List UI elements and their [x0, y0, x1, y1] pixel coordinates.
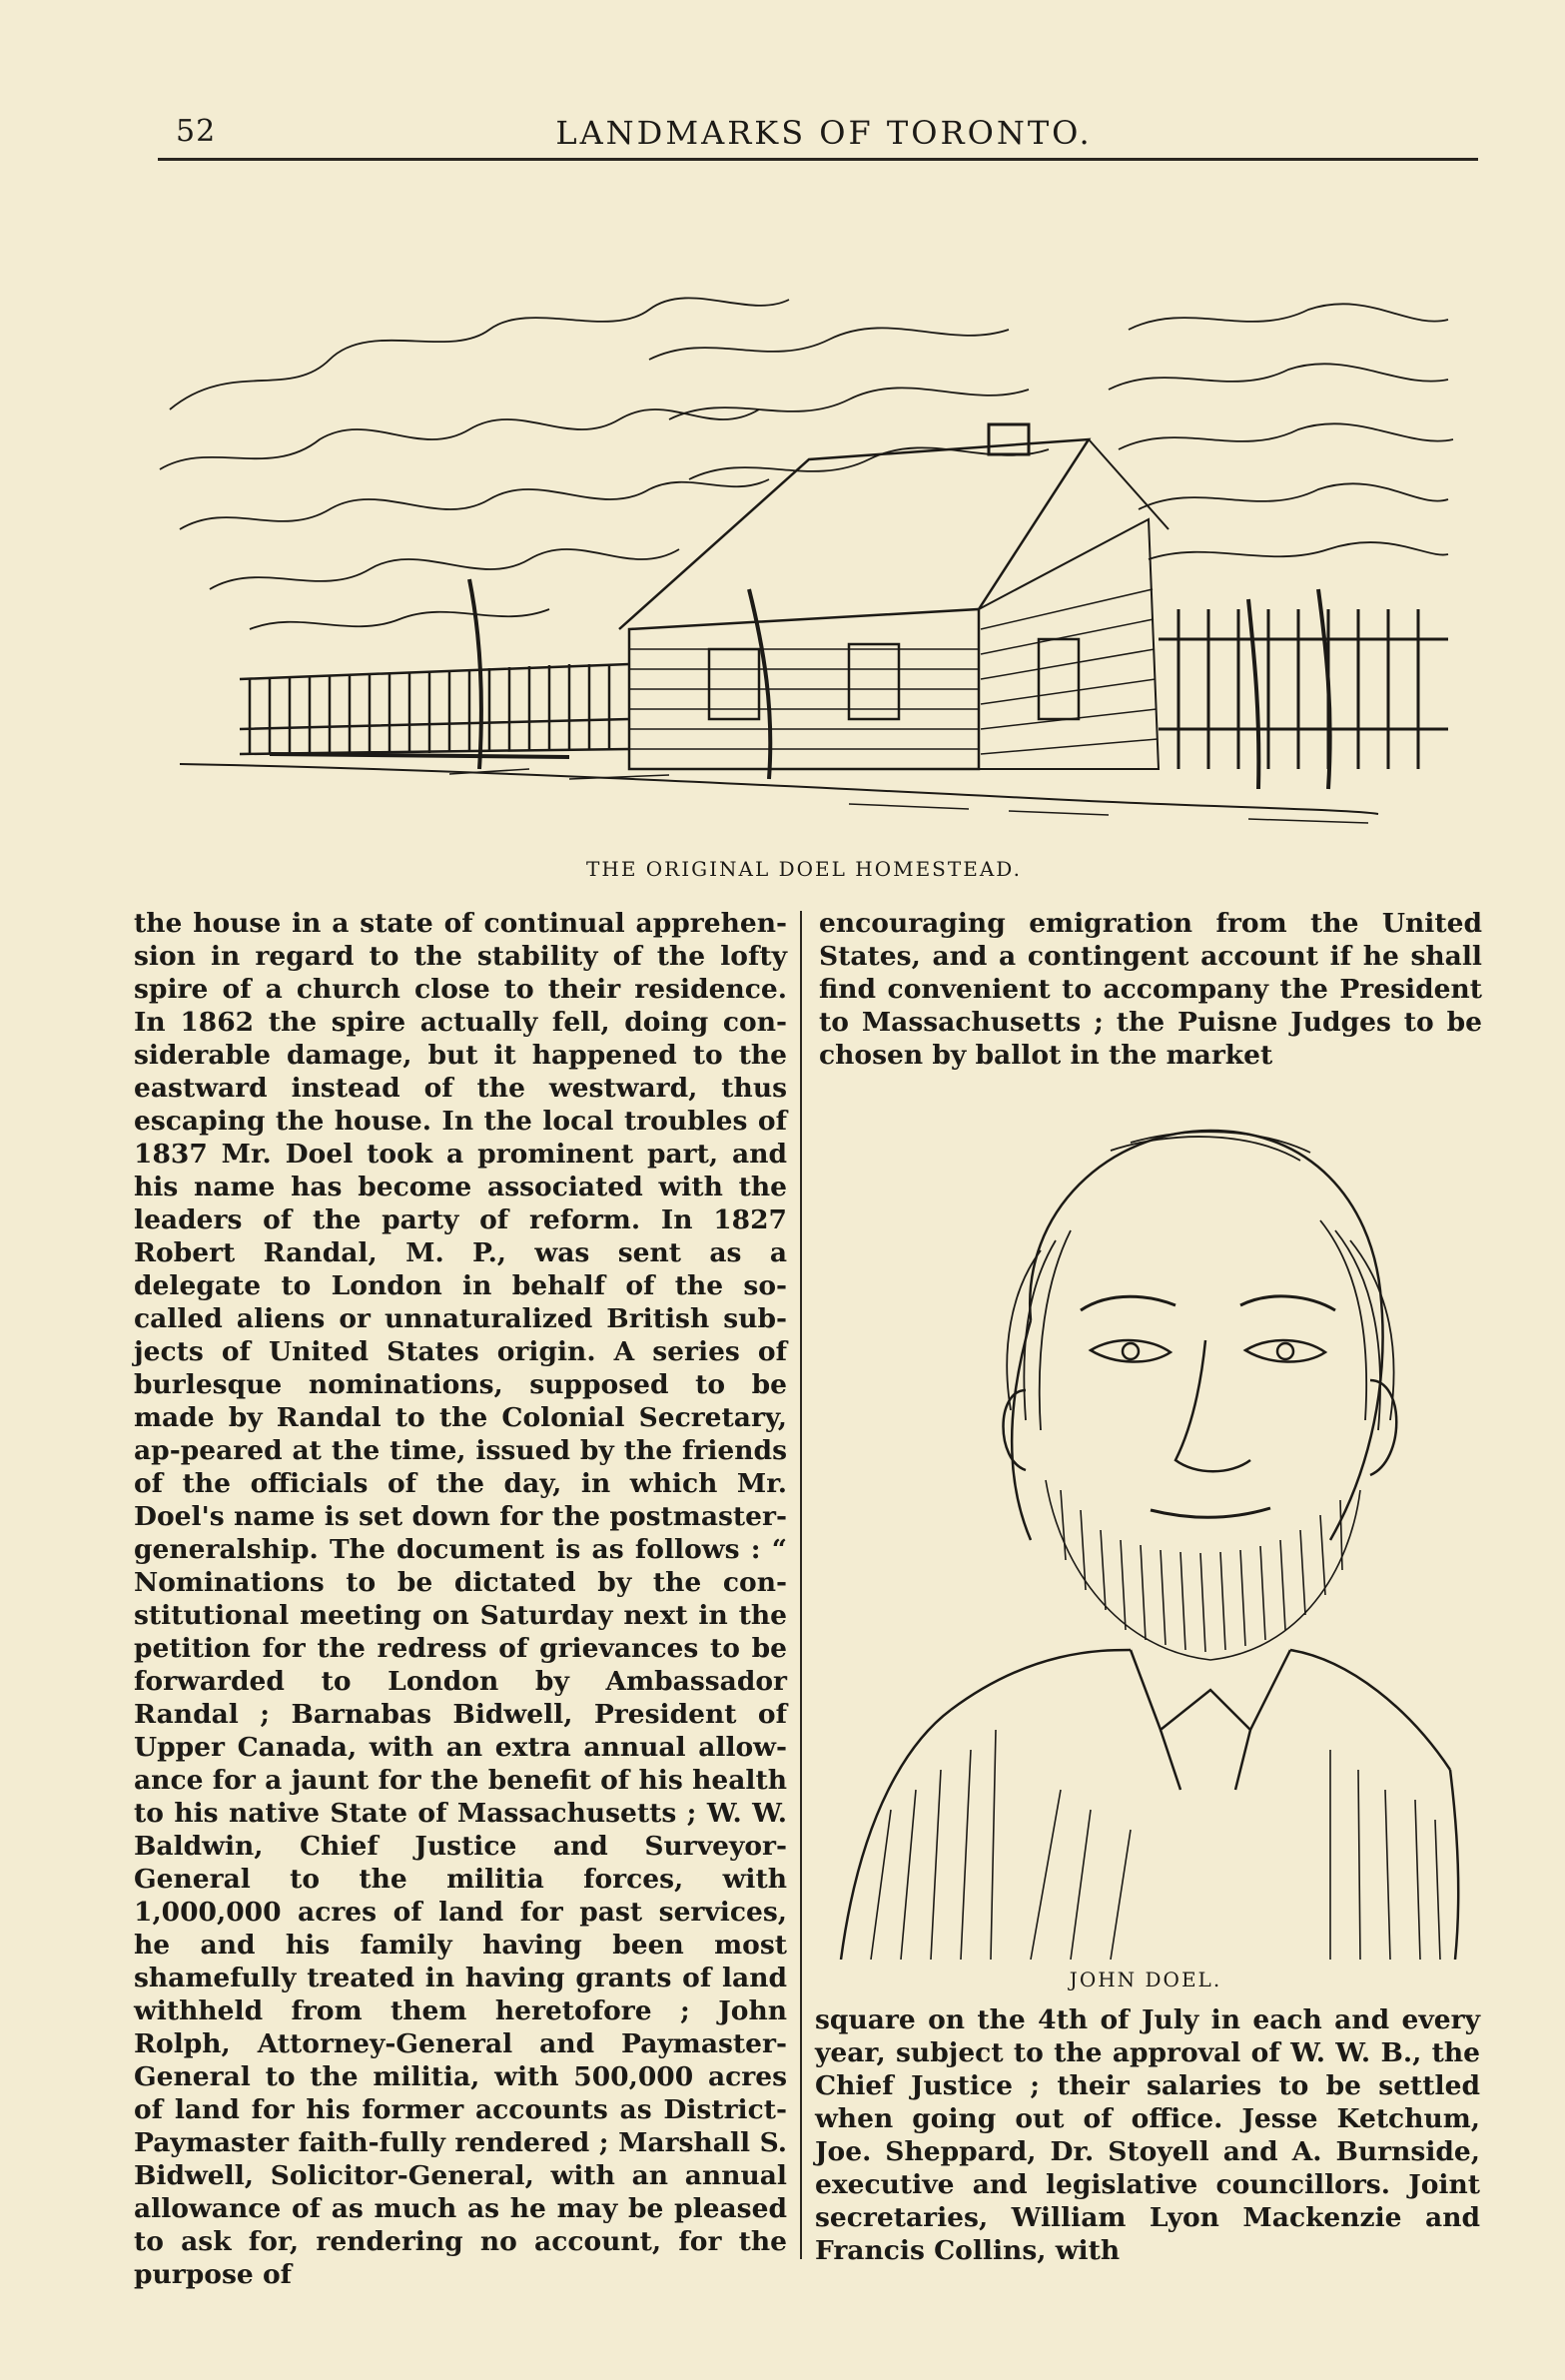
left-column-text: the house in a state of continual apprehen-sion in regard to the stability of the lofty spire of a church close to their residence. In 1862 the spire actually fell, doing con-siderable damage, but it happened to the eastward instead of the westward, thus escaping the house. In the local troubles of 1837 Mr. Doel took a prominent part, and his name has become associated with the leaders of the party of reform. In 1827 Robert Randal, M. P., was sent as a delegate to London in behalf of the so-called aliens or unnaturalized British sub-jects of United States origin. A series of burlesque nominations, supposed to be made by Randal to the Colonial Secretary, ap-peared at the time, issued by the friends of the officials of the day, in which Mr. Doel's name is set down for the postmaster-generalship. The document is as follows : “ Nominations to be dictated by the con-stitutional meeting on Saturday next in the petition for the redress of grievances to be forwarded to London by Ambassador Randal ; Barnabas Bidwell, President of Upper Canada, with an extra annual allow-ance for a jaunt for the benefit of his health to his native State of Massachusetts ; W. W. Baldwin, Chief Justice and Surveyor-General to the militia forces, with 1,000,000 acres of land for past services, he and his family having been most shamefully treated in having grants of land withheld from them heretofore ; John Rolph, Attorney-General and Paymaster-General to the militia, with 500,000 acres of land for his former accounts as District-Paymaster faith-fully rendered ; Marshall S. Bidwell, Solicitor-General, with an annual allowance of as much as he may be pleased to ask for, rendering no account, for the purpose of	[134, 908, 787, 2290]
column-divider	[800, 911, 802, 2259]
page-header	[170, 108, 1478, 154]
right-column-text-top: encouraging emigration from the United States, and a contingent account if he shall find convenient to accompany the President to Massachusetts ; the Puisne Judges to be chosen by ballot in the market	[819, 908, 1482, 1071]
running-head: LANDMARKS OF TORONTO.	[555, 114, 1093, 152]
page-number: 52	[176, 114, 217, 149]
header-rule	[158, 158, 1478, 161]
right-column-text-bottom: square on the 4th of July in each and every year, subject to the approval of W. W. B., the Chief Justice ; their salaries to be settled when going out of office. Jesse Ketchum, Joe. Sheppard, Dr. Stoyell and A. Burnside, executive and legislative councillors. Joint secretaries, William Lyon Mackenzie and Francis Collins, with	[815, 2004, 1480, 2266]
house-engraving	[150, 210, 1458, 849]
house-caption: THE ORIGINAL DOEL HOMESTEAD.	[586, 857, 1022, 881]
portrait-engraving	[831, 1091, 1460, 1960]
portrait-caption: JOHN DOEL.	[1069, 1968, 1222, 1991]
